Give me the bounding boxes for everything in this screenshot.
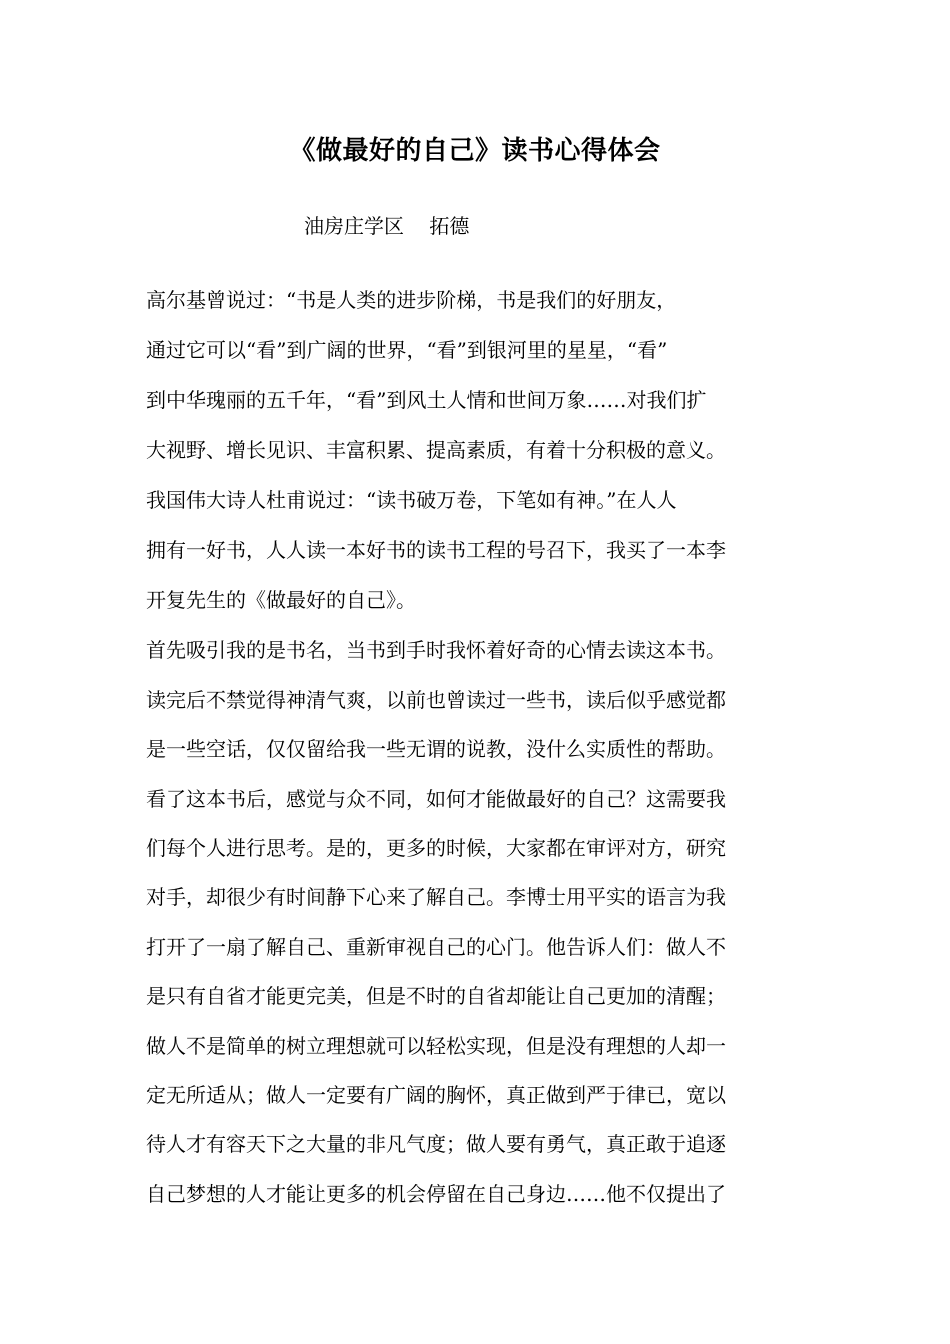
body-line: 大视野、增长见识、丰富积累、提高素质，有着十分积极的意义。 — [146, 438, 726, 462]
body-line: 读完后不禁觉得神清气爽，以前也曾读过一些书，读后似乎感觉都 — [146, 688, 726, 712]
body-line: 首先吸引我的是书名，当书到手时我怀着好奇的心情去读这本书。 — [146, 638, 726, 662]
body-line: 对手，却很少有时间静下心来了解自己。李博士用平实的语言为我 — [146, 885, 726, 909]
body-line: 是一些空话，仅仅留给我一些无谓的说教，没什么实质性的帮助。 — [146, 737, 726, 761]
body-line: 开复先生的《做最好的自己》。 — [146, 588, 416, 612]
body-line: 定无所适从；做人一定要有广阔的胸怀，真正做到严于律已，宽以 — [146, 1083, 726, 1107]
author-byline: 油房庄学区 拓德 — [304, 214, 470, 238]
body-line: 到中华瑰丽的五千年，“看”到风土人情和世间万象……对我们扩 — [146, 388, 707, 412]
body-line: 待人才有容天下之大量的非凡气度；做人要有勇气，真正敢于追逐 — [146, 1132, 726, 1156]
document-title: 《做最好的自己》读书心得体会 — [289, 136, 661, 166]
body-line: 是只有自省才能更完美，但是不时的自省却能让自己更加的清醒； — [146, 984, 726, 1008]
body-line: 通过它可以“看”到广阔的世界，“看”到银河里的星星，“看” — [146, 338, 668, 362]
body-line: 我国伟大诗人杜甫说过：“读书破万卷，下笔如有神。”在人人 — [146, 488, 677, 512]
body-line: 自己梦想的人才能让更多的机会停留在自己身边……他不仅提出了 — [146, 1182, 726, 1206]
body-line: 高尔基曾说过：“书是人类的进步阶梯，书是我们的好朋友， — [146, 288, 677, 312]
body-line: 看了这本书后，感觉与众不同，如何才能做最好的自己？这需要我 — [146, 787, 726, 811]
body-line: 们每个人进行思考。是的，更多的时候，大家都在审评对方，研究 — [146, 836, 726, 860]
body-line: 做人不是简单的树立理想就可以轻松实现，但是没有理想的人却一 — [146, 1034, 726, 1058]
body-line: 拥有一好书，人人读一本好书的读书工程的号召下，我买了一本李 — [146, 538, 726, 562]
body-line: 打开了一扇了解自己、重新审视自己的心门。他告诉人们：做人不 — [146, 935, 726, 959]
